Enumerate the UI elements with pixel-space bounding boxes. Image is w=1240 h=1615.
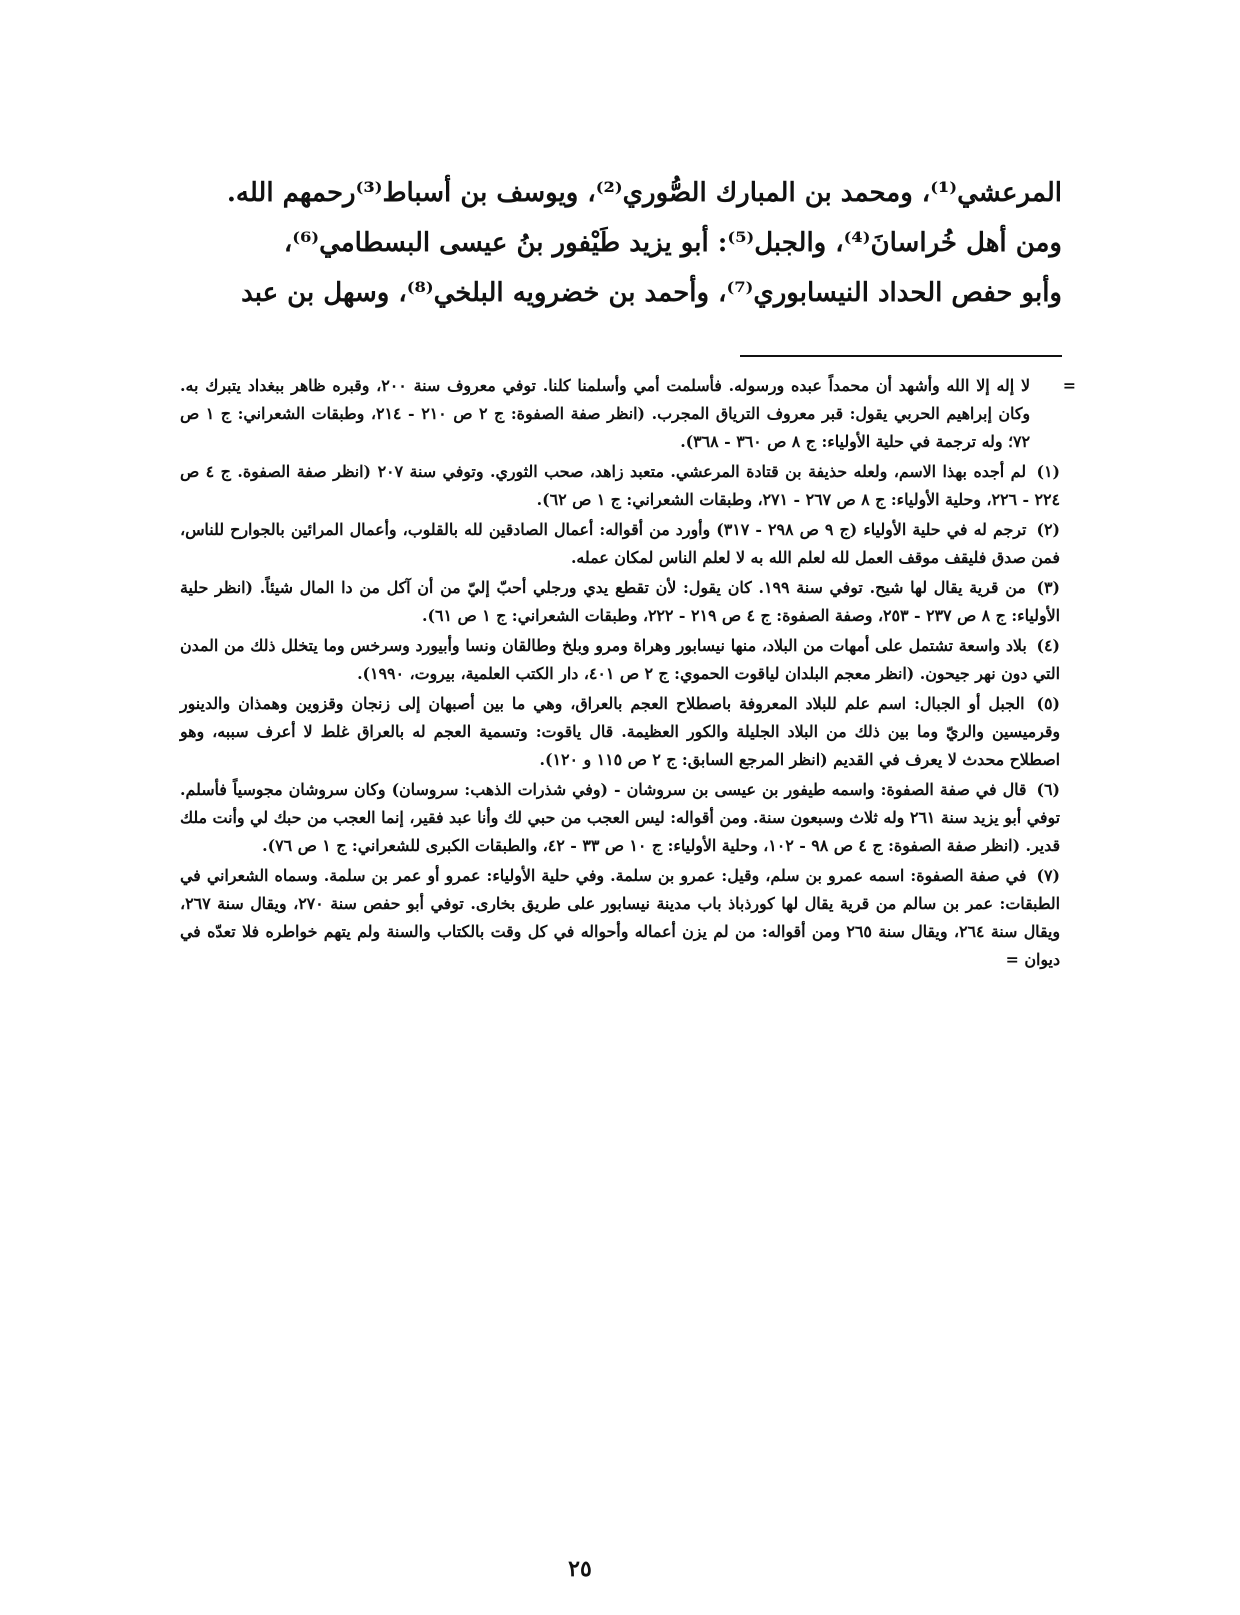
footnote-number: (١) (1036, 462, 1061, 481)
footnote-text: ترجم له في حلية الأولياء (ج ٩ ص ٢٩٨ - ٣١٧) وأورد من أقواله: أعمال الصادقين لله بالقلوب، وأعمال المرائين بالجوارح للناس، فمن صدق فليقف موقف العمل لله لعلم الله به لا لعلم الناس لمكان عمله. (180, 520, 1060, 567)
footnote-3 (180, 574, 1060, 630)
footnote-6 (180, 776, 1060, 860)
footnote-text: قال في صفة الصفوة: واسمه طيفور بن عيسى بن سروشان - (وفي شذرات الذهب: سروسان) وكان سروشان مجوسياً فأسلم. توفي أبو يزيد سنة ٢٦١ وله ثلاث وسبعون سنة. ومن أقواله: ليس العجب من حبي لك وأنا عبد فقير، إنما العجب من حبك لي وأنت ملك قدير. (انظر صفة الصفوة: ج ٤ ص ٩٨ - ١٠٢، وحلية الأولياء: ج ١٠ ص ٣٣ - ٤٢، والطبقات الكبرى للشعراني: ج ١ ص ٧٦). (180, 780, 1061, 855)
footnote-text: لم أجده بهذا الاسم، ولعله حذيفة بن قتادة المرعشي. متعبد زاهد، صحب الثوري. وتوفي سنة ٢٠٧ (انظر صفة الصفوة. ج ٤ ص ٢٢٤ - ٢٢٦، وحلية الأولياء: ج ٨ ص ٢٦٧ - ٢٧١، وطبقات الشعراني: ج ١ ص ٦٢). (180, 462, 1060, 509)
end-continuation-mark: = (1005, 950, 1019, 969)
footnote-number: (٢) (1036, 520, 1060, 539)
footnote-number: (٣) (1036, 578, 1060, 597)
footnote-number: (٥) (1036, 694, 1061, 713)
footnote-number: (٤) (1036, 636, 1061, 655)
footnote-separator-rule (740, 355, 1062, 357)
footnote-1 (180, 458, 1060, 514)
footnote-4 (180, 632, 1060, 688)
main-text (182, 168, 1062, 318)
footnote-text: بلاد واسعة تشتمل على أمهات من البلاد، منها نيسابور وهراة ومرو وبلخ وطالقان ونسا وأبيورد وسرخس وما يتخلل ذلك من المدن التي دون نهر جيحون. (انظر معجم البلدان لياقوت الحموي: ج ٢ ص ٤٠١، دار الكتب العلمية، بيروت، ١٩٩٠). (180, 636, 1060, 683)
continuation-mark: = (1062, 376, 1076, 395)
main-text-line-3: وأبو حفص الحداد النيسابوري⁽⁷⁾، وأحمد بن خضرويه البلخي⁽⁸⁾، وسهل بن عبد (241, 278, 1062, 308)
footnote-continuation-text: لا إله إلا الله وأشهد أن محمداً عبده ورسوله. فأسلمت أمي وأسلمنا كلنا. توفي معروف سنة ٢٠٠، وقبره ظاهر ببغداد يتبرك به. وكان إبراهيم الحربي يقول: قبر معروف الترياق المجرب. (انظر صفة الصفوة: ج ٢ ص ٢١٠ - ٢١٤، وطبقات الشعراني: ج ١ ص ٧٢؛ وله ترجمة في حلية الأولياء: ج ٨ ص ٣٦٠ - ٣٦٨). (180, 376, 1031, 451)
footnotes (180, 372, 1076, 976)
footnote-number: (٧) (1036, 866, 1060, 885)
footnote-5 (180, 690, 1060, 774)
footnote-text: في صفة الصفوة: اسمه عمرو بن سلم، وقيل: عمرو بن سلمة. وفي حلية الأولياء: عمرو أو عمر بن سلمة. وسماه الشعراني في الطبقات: عمر بن سالم من قرية يقال لها كورذباذ باب مدينة نيسابور على طريق بخارى. توفي أبو حفص سنة ٢٧٠، ويقال سنة ٢٦٧، ويقال سنة ٢٦٤، ويقال سنة ٢٦٥ ومن أقواله: من لم يزن أعماله وأحواله في كل وقت بالكتاب والسنة ولم يتهم خواطره فلا تعدّه في ديوان (180, 866, 1060, 969)
footnote-text: الجبل أو الجبال: اسم علم للبلاد المعروفة باصطلاح العجم بالعراق، وهي ما بين أصبهان إلى زنجان وقزوين وهمذان والدينور وقرميسين والريّ وما بين ذلك من البلاد الجليلة والكور العظيمة. قال ياقوت: وتسمية العجم له بالعراق غلط لا أعرف سببه، وهو اصطلاح محدث لا يعرف في القديم (انظر المرجع السابق: ج ٢ ص ١١٥ و ١٢٠). (180, 694, 1060, 769)
footnote-text: من قرية يقال لها شيح. توفي سنة ١٩٩. كان يقول: لأن تقطع يدي ورجلي أحبّ إليّ من أن آكل من دا المال شيئاً. (انظر حلية الأولياء: ج ٨ ص ٢٣٧ - ٢٥٣، وصفة الصفوة: ج ٤ ص ٢١٩ - ٢٢٢، وطبقات الشعراني: ج ١ ص ٦١). (180, 578, 1060, 625)
main-text-line-2: ومن أهل خُراسانَ⁽⁴⁾، والجبل⁽⁵⁾: أبو يزيد طَيْفور بنُ عيسى البسطامي⁽⁶⁾، (283, 228, 1062, 258)
footnote-2 (180, 516, 1060, 572)
footnote-7 (180, 862, 1060, 974)
page-number: ٢٥ (568, 1556, 592, 1582)
main-text-line-1: المرعشي⁽¹⁾، ومحمد بن المبارك الصُّوري⁽²⁾، ويوسف بن أسباط⁽³⁾رحمهم الله. (226, 178, 1062, 208)
footnote-continuation (180, 372, 1076, 456)
footnote-number: (٦) (1036, 780, 1061, 799)
